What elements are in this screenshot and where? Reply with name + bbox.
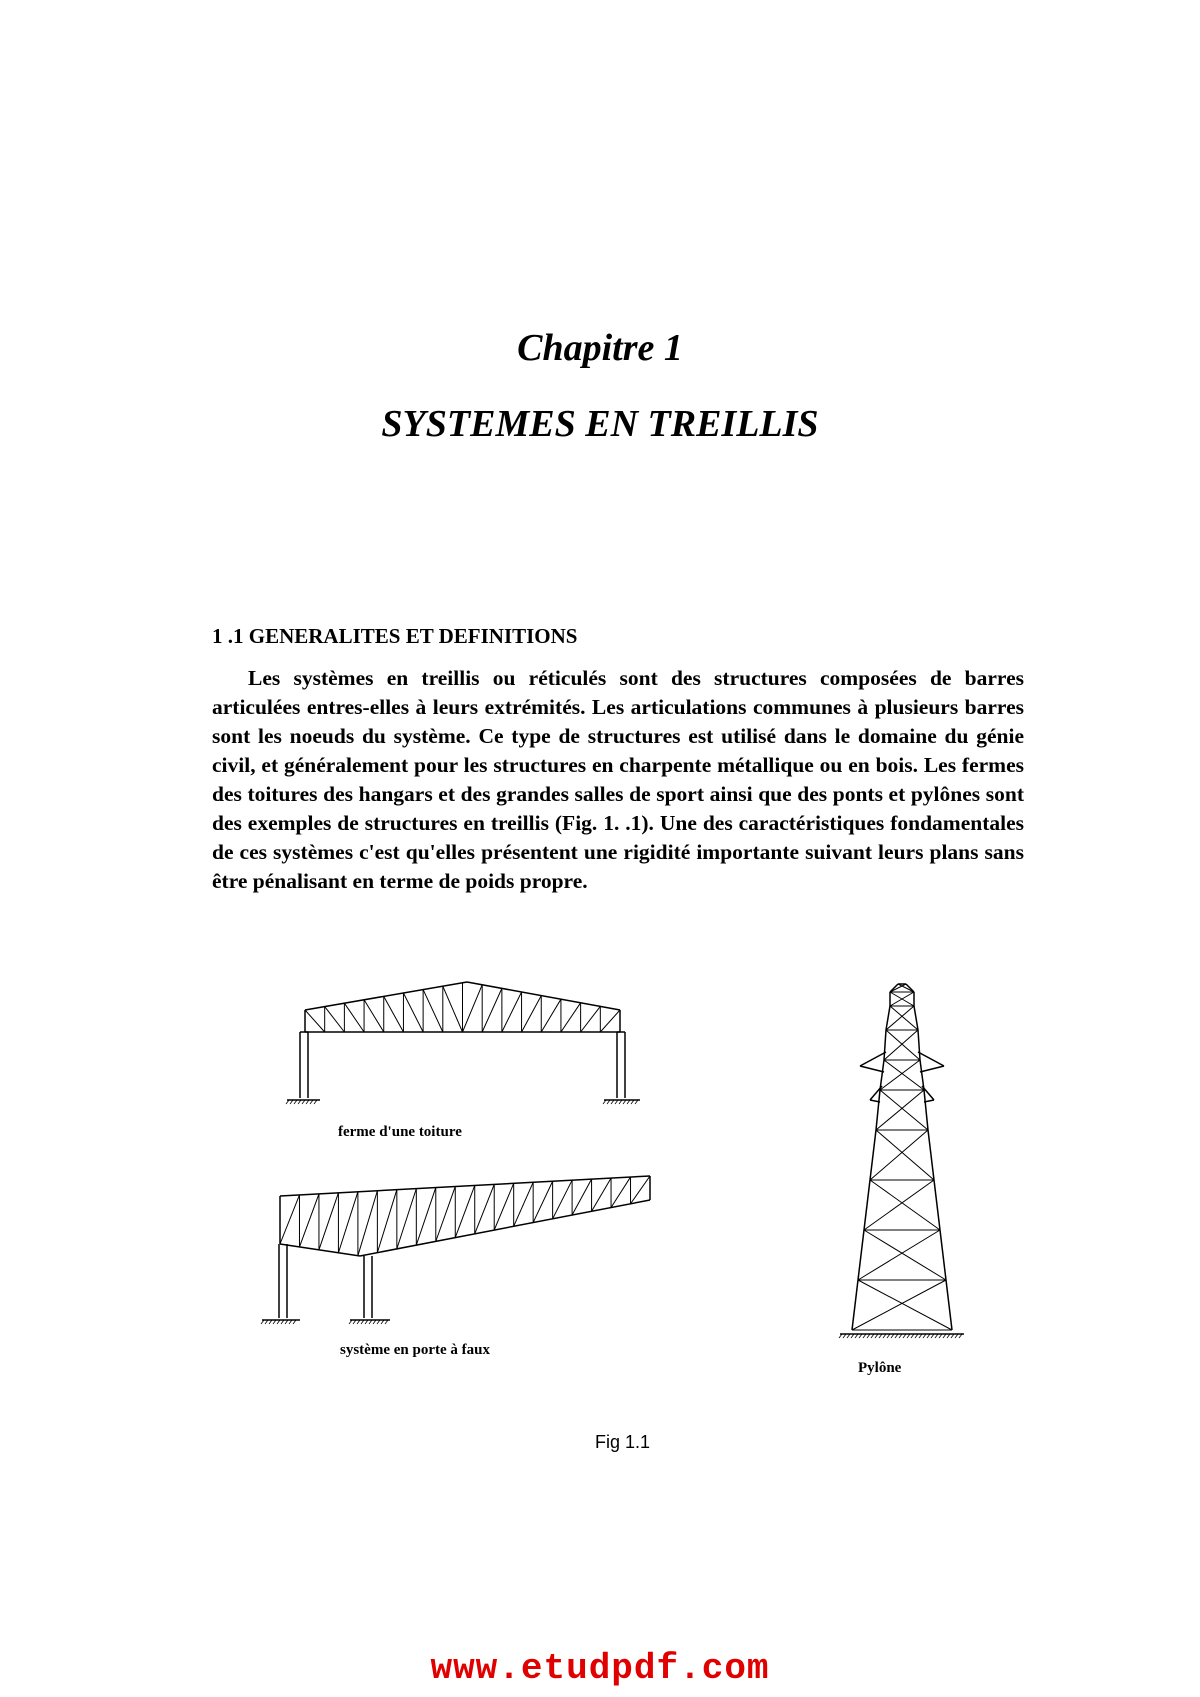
chapter-subtitle: SYSTEMES EN TREILLIS [381, 403, 819, 445]
roof-truss-label: ferme d'une toiture [338, 1124, 462, 1140]
section-heading: 1 .1 GENERALITES ET DEFINITIONS [212, 624, 578, 648]
body-paragraph: Les systèmes en treillis ou réticulés sont des structures composées de barres articulées entres-elles à leurs extrémités. Les articulations communes à plusieurs barres sont les noeuds du système. Ce type de structures est utilisé dans le domaine du génie civil, et généralement pour les structures en charpente métallique ou en bois. Les fermes des toitures des hangars et des grandes salles de sport ainsi que des ponts et pylônes sont des exemples de structures en treillis (Fig. 1. .1). Une des caractéristiques fondamentales de ces systèmes c'est qu'elles présentent une rigidité importante suivant leurs plans sans être pénalisant en terme de poids propre. [212, 666, 1024, 893]
footer-url: www.etudpdf.com [430, 1648, 770, 1689]
chapter-title: Chapitre 1 [517, 327, 683, 369]
pylon-label: Pylône [858, 1360, 902, 1376]
cantilever-truss-drawing [261, 1176, 650, 1324]
cantilever-label: système en porte à faux [340, 1342, 490, 1358]
pylon-drawing [839, 984, 964, 1338]
roof-truss-drawing [286, 982, 640, 1104]
figure-caption: Fig 1.1 [595, 1432, 651, 1452]
